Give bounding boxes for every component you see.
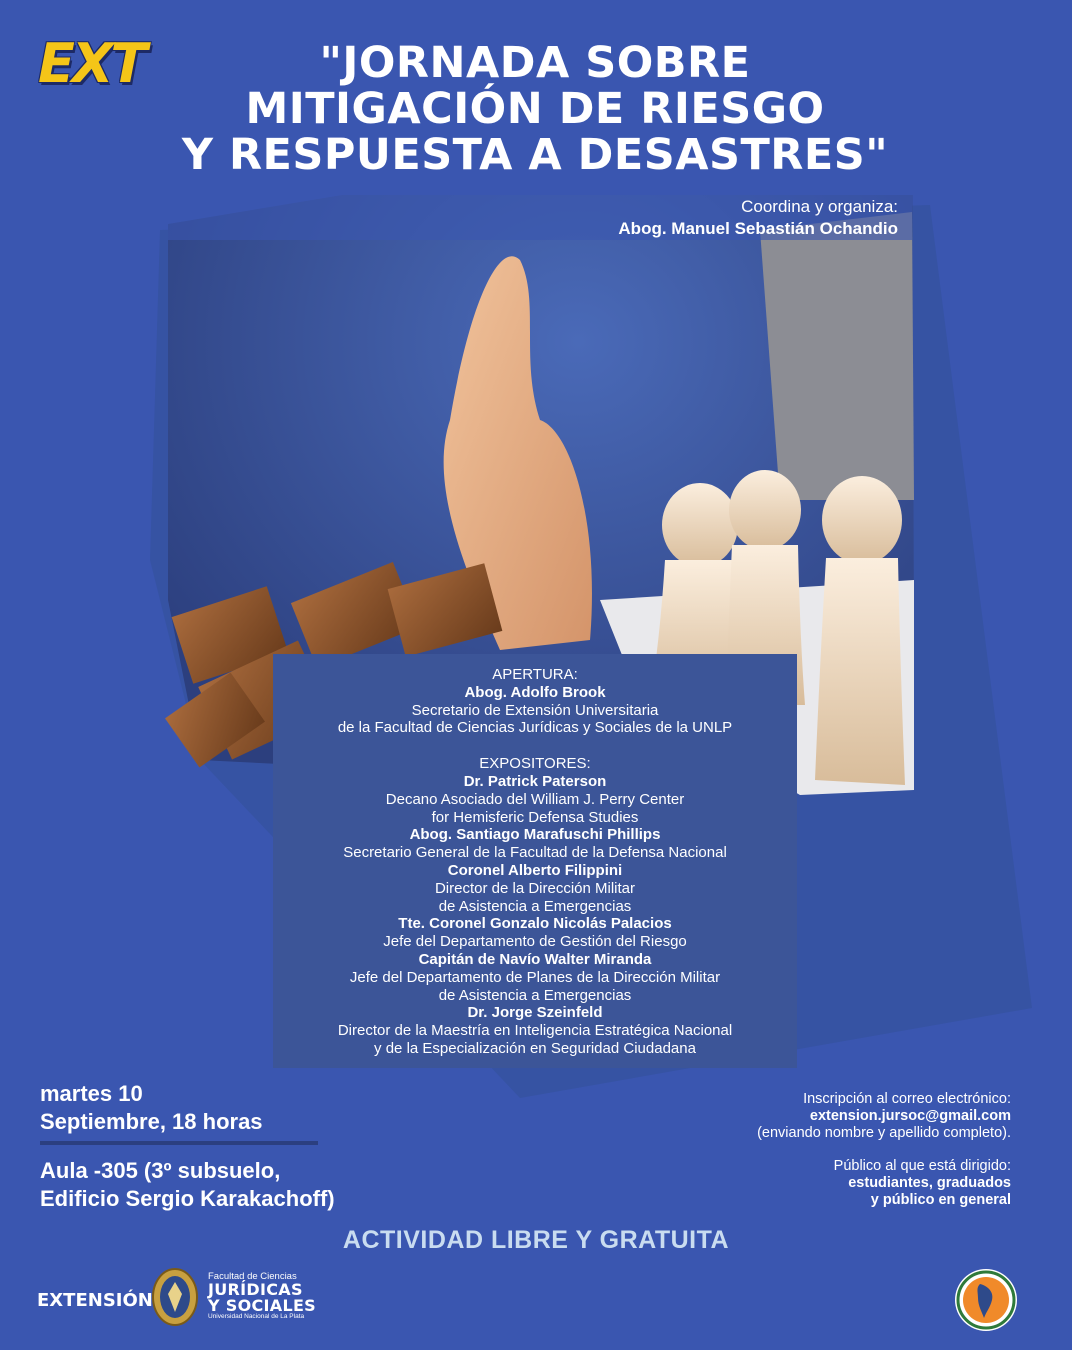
- registration-block: [757, 1091, 1011, 1209]
- speaker-role: Director de la Dirección Militar: [434, 879, 636, 897]
- audience-line-1: estudiantes, graduados: [848, 1175, 1011, 1191]
- coordinator-name: Abog. Manuel Sebastián Ochandio: [618, 219, 898, 238]
- registration-email[interactable]: extension.jursoc@gmail.com: [809, 1108, 1011, 1124]
- opening-label: APERTURA:: [492, 666, 578, 683]
- registration-label: Inscripción al correo electrónico:: [803, 1091, 1011, 1107]
- university-name: Universidad Nacional de La Plata: [208, 1312, 305, 1320]
- speaker-role: Jefe del Departamento de Planes de la Dirección Militar: [349, 968, 721, 986]
- title-line-3: Y RESPUESTA A DESASTRES": [181, 130, 889, 180]
- venue-line-1: Aula -305 (3º subsuelo,: [40, 1158, 281, 1183]
- speaker-role: de Asistencia a Emergencias: [438, 986, 632, 1004]
- opening-name: Abog. Adolfo Brook: [464, 683, 606, 701]
- free-activity-banner: ACTIVIDAD LIBRE Y GRATUITA: [342, 1226, 730, 1254]
- event-venue: [40, 1157, 335, 1213]
- speaker-name: Capitán de Navío Walter Miranda: [418, 950, 652, 968]
- coordination-block: [618, 196, 898, 240]
- extension-label: EXTENSIÓN: [37, 1290, 153, 1311]
- ext-logo: EXT: [38, 32, 145, 95]
- speaker-name: Tte. Coronel Gonzalo Nicolás Palacios: [398, 915, 672, 933]
- faculty-logo: [208, 1272, 316, 1320]
- speaker-role: Secretario General de la Facultad de la Defensa Nacional: [343, 844, 727, 862]
- faculty-line-2: Y SOCIALES: [208, 1295, 317, 1315]
- speaker-name: Abog. Santiago Marafuschi Phillips: [409, 826, 661, 844]
- coordination-label: Coordina y organiza:: [741, 197, 898, 216]
- university-seal-icon: [152, 1268, 198, 1326]
- speaker-role: de Asistencia a Emergencias: [438, 897, 632, 915]
- institute-emblem-icon: [954, 1268, 1018, 1332]
- faculty-small: Facultad de Ciencias: [208, 1271, 297, 1282]
- program-panel: [273, 654, 797, 1068]
- audience-label: Público al que está dirigido:: [833, 1158, 1011, 1174]
- speaker-name: Coronel Alberto Filippini: [447, 861, 623, 879]
- audience-line-2: y público en general: [870, 1192, 1011, 1208]
- date-line-1: martes 10: [40, 1081, 143, 1106]
- speaker-role: for Hemisferic Defensa Studies: [431, 808, 639, 826]
- speakers-label: EXPOSITORES:: [479, 755, 591, 773]
- speaker-role: y de la Especialización en Seguridad Ciudadana: [374, 1039, 696, 1057]
- divider: [40, 1141, 318, 1145]
- title-line-2: MITIGACIÓN DE RIESGO: [245, 84, 825, 134]
- event-date: [40, 1080, 263, 1136]
- speaker-name: Dr. Patrick Paterson: [463, 772, 607, 790]
- registration-note: (enviando nombre y apellido completo).: [757, 1125, 1011, 1141]
- event-title: [120, 40, 950, 178]
- speaker-role: Jefe del Departamento de Gestión del Riesgo: [383, 933, 687, 951]
- title-line-1: "JORNADA SOBRE: [319, 38, 751, 88]
- venue-line-2: Edificio Sergio Karakachoff): [40, 1186, 335, 1211]
- date-line-2: Septiembre, 18 horas: [40, 1109, 263, 1134]
- faculty-line-1: JURÍDICAS: [208, 1279, 303, 1299]
- opening-role-1: Secretario de Extensión Universitaria: [411, 701, 659, 719]
- speaker-role: Decano Asociado del William J. Perry Center: [385, 790, 685, 808]
- speaker-role: Director de la Maestría en Inteligencia Estratégica Nacional: [337, 1022, 733, 1040]
- speaker-name: Dr. Jorge Szeinfeld: [467, 1004, 603, 1022]
- opening-role-2: de la Facultad de Ciencias Jurídicas y Sociales de la UNLP: [337, 719, 733, 737]
